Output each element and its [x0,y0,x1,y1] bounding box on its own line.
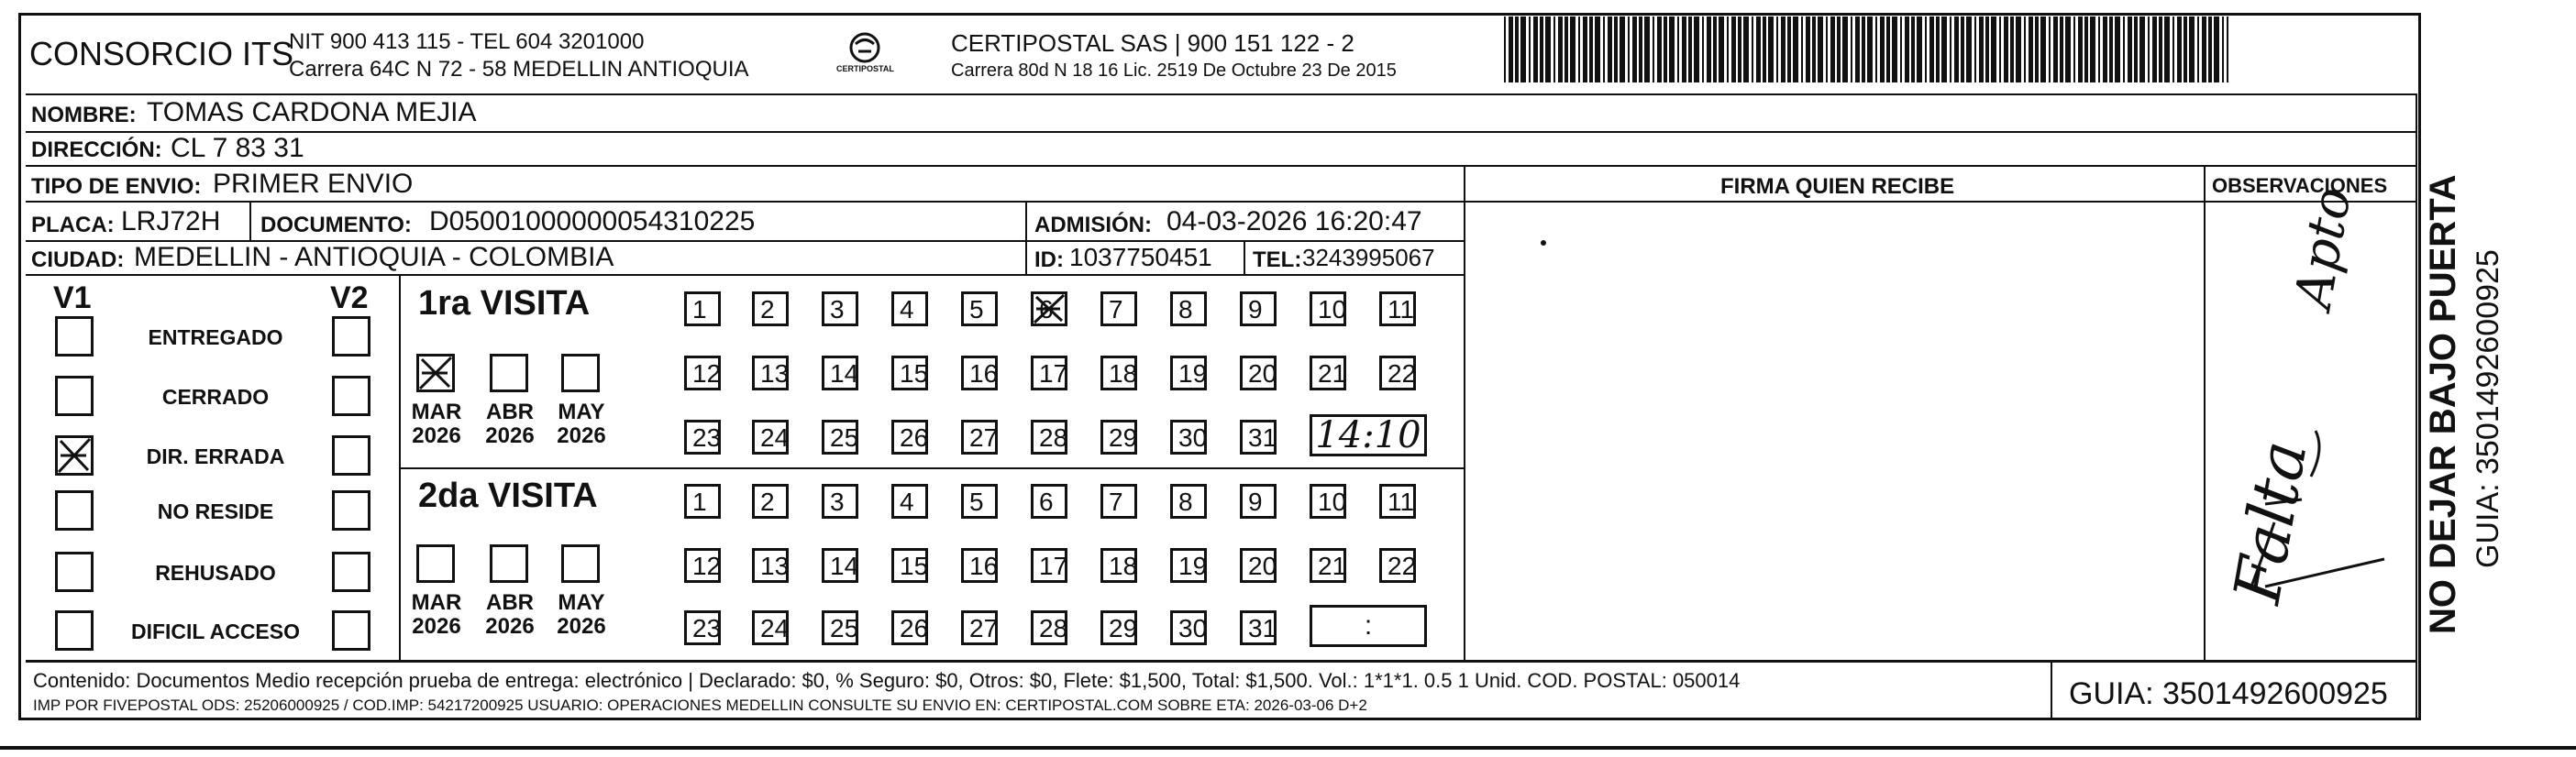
month-year: 2026 [557,423,606,448]
barcode-bar [1608,16,1612,82]
barcode-bar [2123,16,2125,82]
second-visit-day-box[interactable]: 24 [752,610,789,645]
barcode-bar [1950,16,1951,82]
plate-label: PLACA: [31,213,115,237]
status-v1-checkbox[interactable] [55,552,94,592]
month-label: MAY [558,590,605,615]
barcode-bar [1911,16,1915,82]
barcode-bar [2060,16,2063,82]
barcode-bar [1743,16,1749,82]
barcode-bar [1515,16,1519,82]
first-visit-day-box[interactable]: 18 [1100,356,1137,390]
barcode-bar [1855,16,1860,82]
first-visit-day-box[interactable]: 30 [1170,420,1207,455]
second-visit-day-box[interactable]: 19 [1170,548,1207,583]
barcode-bar [1954,16,1959,82]
first-visit-day-box[interactable]: 3 [822,291,858,326]
document-label: DOCUMENTO: [260,213,412,237]
recipient-name: TOMAS CARDONA MEJIA [147,97,477,127]
barcode-bar [1553,16,1555,82]
month-label: MAR [411,400,462,424]
barcode-bar [1540,16,1543,82]
barcode-bar [1564,16,1568,82]
id-value: 1037750451 [1069,243,1212,271]
second-visit-day-box[interactable]: 27 [961,610,998,645]
first-visit-day-box[interactable]: 17 [1031,356,1067,390]
first-visit-day-box[interactable]: 21 [1310,356,1346,390]
barcode-bar [1929,16,1934,82]
certipostal-logo [833,31,897,82]
second-visit-day-box[interactable]: 29 [1100,610,1137,645]
second-visit-day-box[interactable]: 15 [891,548,928,583]
tel-value: 3243995067 [1302,244,1435,271]
barcode-bar [1713,16,1717,82]
barcode-bar [1837,16,1841,82]
barcode-bar [1719,16,1724,82]
barcode-bar [1991,16,1996,82]
barcode [1504,16,2228,82]
first-visit-day-box[interactable]: 9 [1240,291,1277,326]
barcode-bar [1875,16,1877,82]
barcode-bar [1702,16,1704,82]
second-visit-day-box[interactable]: 9 [1240,484,1277,519]
first-visit-day-box[interactable]: 7 [1100,291,1137,326]
month-year: 2026 [485,614,535,639]
footer-line1: Contenido: Documentos Medio recepción prueba de entrega: electrónico | Declarado: $0, % Seguro: $0, Otros: $0, Flete: $1,500, Total: $1,500. Vol.: 1*1*1. 0.5 1 Unid. COD. POSTAL: 050014 [33,669,1741,692]
barcode-bar [1570,16,1575,82]
second-visit-day-box[interactable]: 18 [1100,548,1137,583]
barcode-bar [1826,16,1828,82]
first-visit-day-box[interactable]: 12 [684,356,721,390]
first-visit-day-box[interactable]: 14 [822,356,858,390]
first-visit-day-box[interactable]: 13 [752,356,789,390]
barcode-bar [1985,16,1989,82]
side-guide-number: GUIA: 3501492600925 [2471,249,2505,568]
status-v2-checkbox[interactable] [332,490,370,531]
first-visit-day-box[interactable]: 1 [684,291,721,326]
first-visit-day-box[interactable]: 29 [1100,420,1137,455]
month-mark-mar [416,354,455,392]
month-checkbox[interactable] [490,544,528,583]
barcode-bar [1867,16,1873,82]
month-checkbox[interactable] [416,544,455,583]
status-v2-checkbox[interactable] [332,316,370,357]
second-visit-day-box[interactable]: 13 [752,548,789,583]
barcode-bar [1979,16,1984,82]
second-visit-title: 2da VISITA [418,477,598,515]
first-visit-time-box[interactable]: 14:10 [1310,414,1427,456]
first-visit-day-box[interactable]: 26 [891,420,928,455]
city-value: MEDELLIN - ANTIOQUIA - COLOMBIA [134,242,614,272]
address-label: DIRECCIÓN: [31,137,162,162]
barcode-bar [2148,16,2150,82]
barcode-bar [2090,16,2095,82]
barcode-bar [1657,16,1662,82]
barcode-bar [1682,16,1686,82]
barcode-bar [1639,16,1642,82]
address-line: Carrera 64C N 72 - 58 MEDELLIN ANTIOQUIA [289,57,749,82]
second-visit-day-box[interactable]: 2 [752,484,789,519]
name-label: NOMBRE: [31,103,137,127]
status-v1-checkbox[interactable] [55,610,94,651]
barcode-bar [2049,16,2051,82]
barcode-bar [1731,16,1736,82]
grid-line [2204,165,2206,660]
barcode-bar [1842,16,1848,82]
grid-line [26,93,2416,95]
barcode-bar [1776,16,1778,82]
barcode-bar [2016,16,2021,82]
grid-line [2051,660,2052,720]
barcode-bar [2004,16,2008,82]
second-visit-day-box[interactable]: 11 [1379,484,1416,519]
barcode-bar [1520,16,1526,82]
second-visit-day-box[interactable]: 21 [1310,548,1346,583]
grid-line [26,131,2416,133]
month-year: 2026 [412,614,461,639]
barcode-bar [1644,16,1650,82]
month-checkbox[interactable] [490,354,528,392]
barcode-bar [1669,16,1675,82]
barcode-bar [1801,16,1803,82]
barcode-bar [1707,16,1711,82]
grid-line [26,274,1464,276]
barcode-bar [2202,16,2206,82]
barcode-bar [2065,16,2071,82]
barcode-bar [2197,16,2199,82]
barcode-bar [2078,16,2083,82]
barcode-bar [2134,16,2138,82]
second-visit-day-box[interactable]: 20 [1240,548,1277,583]
barcode-bar [1763,16,1766,82]
barcode-bar [1694,16,1699,82]
tel-label: TEL: [1253,247,1302,272]
first-visit-day-box[interactable]: 2 [752,291,789,326]
grid-line [399,274,401,660]
bottom-border [0,746,2576,750]
second-visit-day-box[interactable]: 12 [684,548,721,583]
second-visit-day-box[interactable]: 22 [1379,548,1416,583]
status-v1-mark [55,435,94,476]
barcode-bar [1892,16,1897,82]
first-visit-day-box[interactable]: 27 [961,420,998,455]
grid-line [1025,201,1027,274]
barcode-bar [1628,16,1630,82]
obs-handwriting-falta: Falta [2219,434,2322,609]
barcode-bar [2010,16,2014,82]
status-v2-checkbox[interactable] [332,610,370,651]
month-label: MAY [558,400,605,424]
second-visit-day-box[interactable]: 7 [1100,484,1137,519]
grid-line [1464,165,1465,660]
shipment-type: PRIMER ENVIO [213,169,414,199]
barcode-bar [2115,16,2120,82]
first-visit-day-box[interactable]: 11 [1379,291,1416,326]
barcode-bar [2208,16,2212,82]
barcode-bar [1917,16,1922,82]
barcode-bar [1862,16,1865,82]
second-visit-day-box[interactable]: 1 [684,484,721,519]
grid-line [249,201,251,240]
barcode-bar [1632,16,1637,82]
barcode-bar [1595,16,1600,82]
first-visit-day-box[interactable]: 23 [684,420,721,455]
second-visit-day-box[interactable]: 5 [961,484,998,519]
barcode-bar [1589,16,1593,82]
grid-line [26,165,2416,167]
barcode-bar [1812,16,1816,82]
barcode-bar [2024,16,2026,82]
grid-line [2416,93,2417,720]
company-name: CONSORCIO ITS [29,35,294,72]
first-visit-day-box[interactable]: 16 [961,356,998,390]
barcode-bar [1664,16,1667,82]
barcode-bar [1545,16,1551,82]
admission-label: ADMISIÓN: [1034,213,1152,237]
status-label: ENTREGADO [148,325,283,349]
second-visit-day-box[interactable]: 26 [891,610,928,645]
type-label: TIPO DE ENVIO: [31,174,202,199]
barcode-bar [2177,16,2182,82]
month-year: 2026 [412,423,461,448]
barcode-bar [1677,16,1679,82]
barcode-bar [2222,16,2224,82]
barcode-bar [2029,16,2033,82]
first-visit-day-box[interactable]: 6 [1031,291,1067,326]
barcode-bar [1738,16,1741,82]
v1-header: V1 [53,280,92,315]
status-v1-checkbox[interactable] [55,376,94,416]
status-v2-checkbox[interactable] [332,435,370,476]
barcode-bar [2053,16,2058,82]
observations-header: OBSERVACIONES [2212,174,2388,197]
barcode-bar [1603,16,1605,82]
barcode-bar [1925,16,1927,82]
barcode-bar [1504,16,1506,82]
barcode-bar [1936,16,1940,82]
second-visit-day-box[interactable]: 31 [1240,610,1277,645]
barcode-bar [1614,16,1618,82]
barcode-bar [2159,16,2162,82]
barcode-bar [1509,16,1513,82]
month-year: 2026 [557,614,606,639]
second-visit-day-box[interactable]: 23 [684,610,721,645]
second-visit-time-box[interactable]: : [1310,605,1427,647]
grid-line [26,201,2416,203]
footer-line2: IMP POR FIVEPOSTAL ODS: 25206000925 / COD.IMP: 54217200925 USUARIO: OPERACIONES MEDELLIN CONSULTE SU ENVIO EN: CERTIPOSTAL.COM SOBRE ETA: 2026-03-06 D+2 [33,697,1367,714]
barcode-bar [1688,16,1692,82]
second-visit-day-box[interactable]: 30 [1170,610,1207,645]
barcode-bar [1752,16,1753,82]
second-visit-day-box[interactable]: 14 [822,548,858,583]
first-visit-title: 1ra VISITA [418,284,591,323]
document-value: D05001000000054310225 [429,206,756,236]
barcode-bar [1768,16,1774,82]
barcode-bar [1787,16,1791,82]
status-label: DIR. ERRADA [146,444,285,468]
logo-text: CERTIPOSTAL [836,64,894,73]
first-visit-day-box[interactable]: 10 [1310,291,1346,326]
barcode-bar [1727,16,1729,82]
no-door-warning: NO DEJAR BAJO PUERTA [2423,174,2463,634]
first-visit-day-box[interactable]: 28 [1031,420,1067,455]
first-visit-day-box[interactable]: 24 [752,420,789,455]
grid-line [26,660,2416,663]
barcode-bar [1961,16,1964,82]
second-visit-day-box[interactable]: 28 [1031,610,1067,645]
barcode-bar [2189,16,2195,82]
first-visit-day-box[interactable]: 31 [1240,420,1277,455]
barcode-bar [1830,16,1835,82]
barcode-bar [1806,16,1810,82]
first-visit-day-box[interactable]: 25 [822,420,858,455]
barcode-bar [1533,16,1538,82]
barcode-bar [2109,16,2113,82]
barcode-bar [1529,16,1531,82]
second-visit-day-box[interactable]: 6 [1031,484,1067,519]
barcode-bar [1781,16,1786,82]
certipostal-line2: Carrera 80d N 18 16 Lic. 2519 De Octubre 23 De 2015 [951,60,1397,81]
month-label: ABR [486,400,534,424]
barcode-bar [2214,16,2219,82]
barcode-bar [2152,16,2157,82]
first-visit-day-mark [1031,291,1067,326]
grid-line [399,467,1464,469]
signature-header: FIRMA QUIEN RECIBE [1720,174,1955,199]
barcode-bar [1578,16,1580,82]
barcode-bar [1974,16,1976,82]
admission-value: 04-03-2026 16:20:47 [1166,206,1422,236]
second-visit-day-box[interactable]: 3 [822,484,858,519]
barcode-bar [1653,16,1654,82]
second-visit-day-box[interactable]: 25 [822,610,858,645]
status-v2-checkbox[interactable] [332,376,370,416]
first-visit-day-box[interactable]: 4 [891,291,928,326]
status-label: NO RESIDE [157,499,274,523]
barcode-bar [2040,16,2046,82]
footer-guide: GUIA: 3501492600925 [2069,676,2388,711]
barcode-bar [1905,16,1909,82]
barcode-bar [2128,16,2132,82]
second-visit-day-box[interactable]: 10 [1310,484,1346,519]
status-v1-checkbox[interactable] [55,316,94,357]
second-visit-day-box[interactable]: 4 [891,484,928,519]
barcode-bar [1793,16,1798,82]
first-visit-day-box[interactable]: 22 [1379,356,1416,390]
city-label: CIUDAD: [31,247,125,272]
second-visit-day-box[interactable]: 17 [1031,548,1067,583]
month-label: ABR [486,590,534,615]
id-label: ID: [1034,247,1064,272]
barcode-bar [1620,16,1625,82]
obs-handwriting-apto: Apto [2283,182,2364,313]
barcode-bar [1886,16,1890,82]
month-year: 2026 [485,423,535,448]
first-visit-day-box[interactable]: 20 [1240,356,1277,390]
barcode-bar [2103,16,2107,82]
grid-line [1244,240,1245,274]
barcode-bar [2139,16,2145,82]
nit-line: NIT 900 413 115 - TEL 604 3201000 [289,29,645,54]
status-v1-checkbox[interactable] [55,490,94,531]
barcode-bar [2227,16,2228,82]
barcode-bar [1583,16,1587,82]
barcode-bar [1880,16,1885,82]
recipient-address: CL 7 83 31 [171,133,304,163]
barcode-bar [1966,16,1972,82]
barcode-bar [2098,16,2100,82]
barcode-bar [1756,16,1761,82]
status-v2-checkbox[interactable] [332,552,370,592]
barcode-bar [2172,16,2174,82]
plate-value: LRJ72H [121,206,221,236]
barcode-bar [1818,16,1823,82]
first-visit-day-box[interactable]: 5 [961,291,998,326]
status-label: REHUSADO [155,561,276,585]
second-visit-day-box[interactable]: 16 [961,548,998,583]
barcode-bar [2084,16,2088,82]
month-label: MAR [411,590,462,615]
status-label: CERRADO [161,385,270,409]
barcode-bar [1900,16,1902,82]
second-visit-day-box[interactable]: 8 [1170,484,1207,519]
certipostal-line1: CERTIPOSTAL SAS | 900 151 122 - 2 [951,29,1354,57]
first-visit-day-box[interactable]: 19 [1170,356,1207,390]
barcode-bar [2035,16,2039,82]
status-label: DIFICIL ACCESO [130,620,300,643]
barcode-bar [1999,16,2001,82]
barcode-bar [2073,16,2075,82]
barcode-bar [2184,16,2187,82]
month-checkbox[interactable] [561,544,600,583]
barcode-bar [1941,16,1947,82]
first-visit-day-box[interactable]: 8 [1170,291,1207,326]
barcode-bar [2164,16,2170,82]
barcode-bar [1851,16,1852,82]
month-checkbox[interactable] [561,354,600,392]
barcode-bar [1558,16,1563,82]
first-visit-day-box[interactable]: 15 [891,356,928,390]
v2-header: V2 [330,280,369,315]
